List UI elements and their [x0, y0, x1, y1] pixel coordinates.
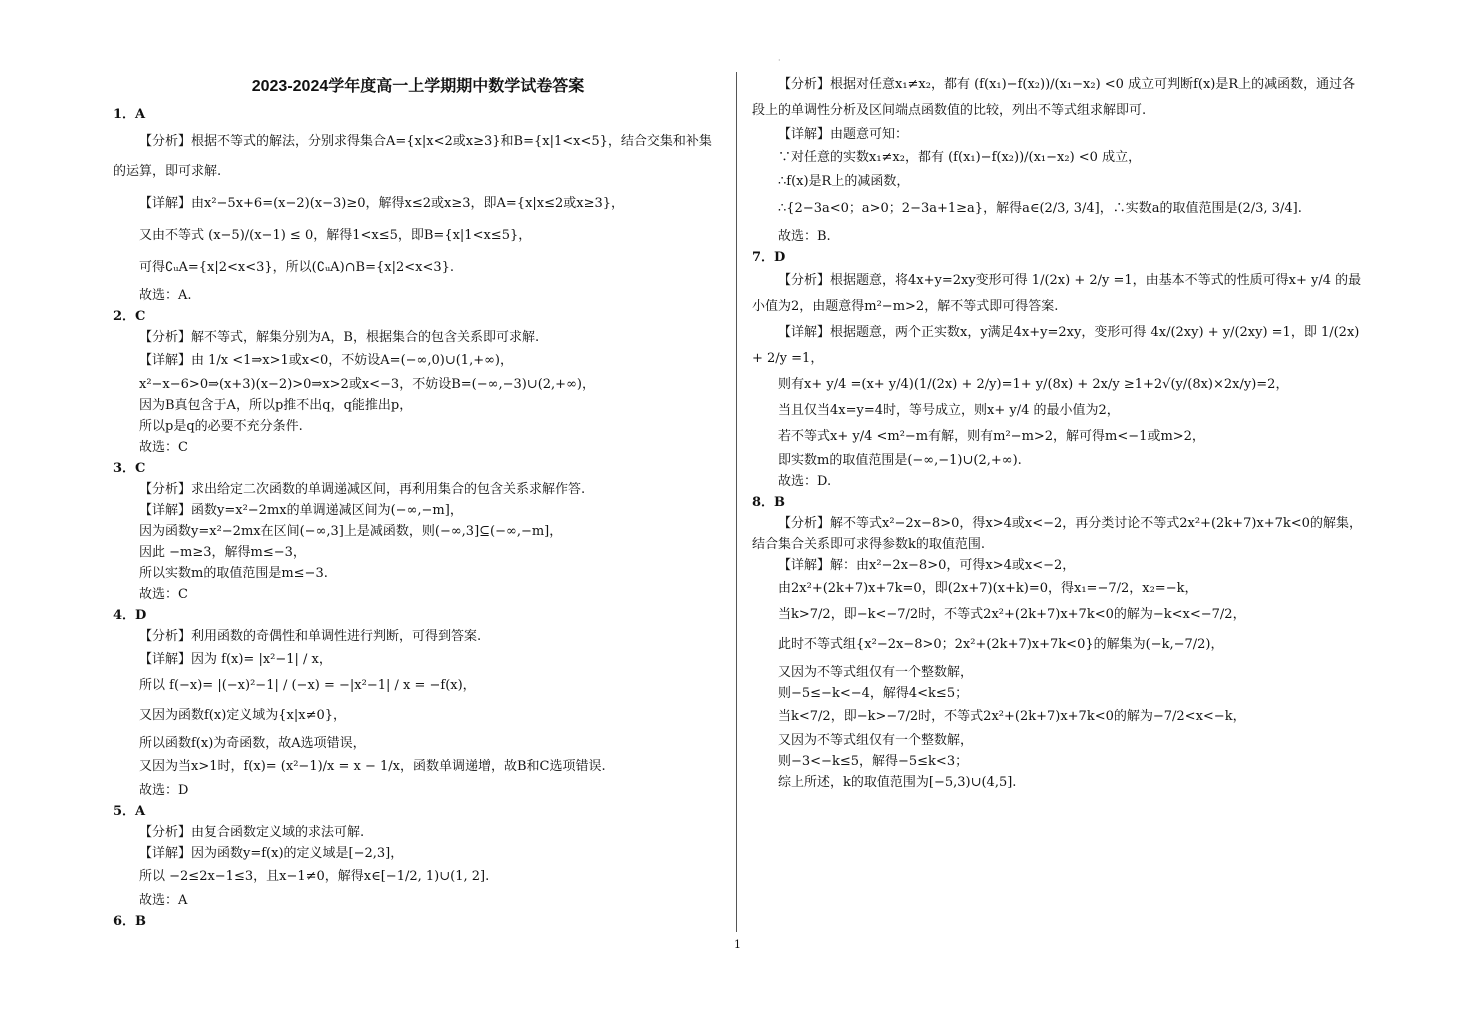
solution-step: 又由不等式 (x−5)/(x−1) ≤ 0，解得1<x≤5，即B={x|1<x≤5}，	[139, 228, 532, 243]
solution-line: 【详解】函数y=x²−2mx的单调递减区间为(−∞,−m]，	[139, 503, 463, 518]
analysis-line: 【分析】根据题意，将4x+y=2xy变形可得 1/(2x) + 2/y =1，由基本不等式的性质可得x+ y/4 的最小值为2，由题意得m²−m>2，解不等式即可得答案.	[752, 273, 1362, 314]
solution-step: 若不等式x+ y/4 <m²−m有解，则有m²−m>2，解可得m<−1或m>2，	[778, 429, 1205, 444]
answer-choice-line: 故选：C	[139, 587, 188, 602]
page-title: 2023-2024学年度高一上学期期中数学试卷答案	[251, 78, 585, 95]
answer-choice-line: 故选：D.	[778, 474, 832, 489]
solution-step: 此时不等式组{x²−2x−8>0；2x²+(2k+7)x+7k<0}的解集为(−k,−7/2)，	[778, 637, 1224, 652]
solution-step: 当k<7/2，即−k>−7/2时，不等式2x²+(2k+7)x+7k<0的解为−7/2<x<−k，	[778, 709, 1246, 724]
solution-step: 所以 f(−x)= |(−x)²−1| / (−x) = −|x²−1| / x = −f(x)，	[139, 678, 476, 693]
solution-step: 则−3<−k≤5，解得−5≤k<3；	[778, 754, 969, 769]
left-column-body	[113, 104, 723, 932]
analysis-line: 【分析】利用函数的奇偶性和单调性进行判断，可得到答案.	[139, 629, 482, 644]
solution-step: 当且仅当4x=y=4时，等号成立，则x+ y/4 的最小值为2，	[778, 403, 1120, 418]
solution-line: 【详解】解：由x²−2x−8>0，可得x>4或x<−2，	[778, 558, 1076, 573]
column-divider	[736, 72, 737, 932]
solution-step: 当k>7/2，即−k<−7/2时，不等式2x²+(2k+7)x+7k<0的解为−k<x<−7/2，	[778, 607, 1246, 622]
question-number: 5．A	[113, 804, 146, 819]
question-number: 1．A	[113, 107, 146, 122]
answer-choice-line: 故选：A.	[139, 288, 192, 303]
solution-step: 又因为不等式组仅有一个整数解，	[778, 665, 974, 680]
solution-step: 又因为不等式组仅有一个整数解，	[778, 733, 974, 748]
solution-step: 因此 −m≥3，解得m≤−3，	[139, 545, 306, 560]
solution-step: 所以p是q的必要不充分条件.	[139, 419, 303, 434]
question-number: 3．C	[113, 461, 146, 476]
solution-step: ∴f(x)是R上的减函数，	[778, 174, 910, 189]
solution-step: 因为函数y=x²−2mx在区间(−∞,3]上是减函数，则(−∞,3]⊆(−∞,−m]，	[139, 524, 563, 539]
right-column-body	[752, 72, 1364, 793]
solution-step: 由2x²+(2k+7)x+7k=0，即(2x+7)(x+k)=0，得x₁=−7/2，x₂=−k，	[778, 581, 1198, 596]
solution-step: 又因为函数f(x)定义域为{x|x≠0}，	[139, 708, 347, 723]
solution-step: ∴{2−3a<0；a>0；2−3a+1≥a}，解得a∈(2/3, 3/4]，∴实数a的取值范围是(2/3, 3/4].	[778, 201, 1302, 216]
analysis-line: 【分析】由复合函数定义域的求法可解.	[139, 825, 365, 840]
right-column	[752, 72, 1364, 793]
left-column	[113, 72, 723, 932]
solution-step: 因为B真包含于A，所以p推不出q，q能推出p，	[139, 398, 413, 413]
solution-line: 【详解】由 1/x <1⇒x>1或x<0，不妨设A=(−∞,0)∪(1,+∞)，	[139, 353, 514, 368]
analysis-line: 【分析】解不等式x²−2x−8>0，得x>4或x<−2，再分类讨论不等式2x²+(2k+7)x+7k<0的解集，结合集合关系即可求得参数k的取值范围.	[752, 516, 1362, 552]
question-number: 7．D	[752, 250, 786, 265]
solution-line: 【详解】因为 f(x)= |x²−1| / x，	[139, 652, 332, 667]
solution-step: ∵对任意的实数x₁≠x₂，都有 (f(x₁)−f(x₂))/(x₁−x₂) <0 成立，	[778, 150, 1142, 165]
solution-step: 则−5≤−k<−4，解得4<k≤5；	[778, 686, 969, 701]
analysis-line: 【分析】根据不等式的解法，分别求得集合A={x|x<2或x≥3}和B={x|1<x<5}，结合交集和补集的运算，即可求解.	[113, 134, 712, 179]
analysis-line: 【分析】根据对任意x₁≠x₂，都有 (f(x₁)−f(x₂))/(x₁−x₂) <0 成立可判断f(x)是R上的减函数，通过各段上的单调性分析及区间端点函数值的比较，列出不等式组求解即可.	[752, 77, 1356, 118]
solution-line: 【详解】由题意可知：	[778, 127, 909, 142]
solution-line: 【详解】根据题意，两个正实数x，y满足4x+y=2xy，变形可得 4x/(2xy) + y/(2xy) =1，即 1/(2x) + 2/y =1，	[752, 325, 1360, 366]
solution-step: 又因为当x>1时，f(x)= (x²−1)/x = x − 1/x，函数单调递增，故B和C选项错误.	[139, 759, 606, 774]
answer-choice-line: 故选：B.	[778, 229, 831, 244]
solution-step: 所以实数m的取值范围是m≤−3.	[139, 566, 328, 581]
analysis-line: 【分析】解不等式，解集分别为A，B，根据集合的包含关系即可求解.	[139, 330, 540, 345]
solution-step: 所以函数f(x)为奇函数，故A选项错误，	[139, 736, 366, 751]
solution-line: 【详解】由x²−5x+6=(x−2)(x−3)≥0，解得x≤2或x≥3，即A={x|x≤2或x≥3}，	[139, 196, 625, 211]
solution-step: 综上所述，k的取值范围为[−5,3)∪(4,5].	[778, 775, 1017, 790]
answer-choice-line: 故选：D	[139, 783, 189, 798]
solution-step: 所以 −2≤2x−1≤3，且x−1≠0，解得x∈[−1/2, 1)∪(1, 2].	[139, 869, 490, 884]
solution-step: x²−x−6>0⇒(x+3)(x−2)>0⇒x>2或x<−3，不妨设B=(−∞,−3)∪(2,+∞)，	[139, 377, 595, 392]
question-number: 4．D	[113, 608, 147, 623]
solution-line: 【详解】因为函数y=f(x)的定义域是[−2,3]，	[139, 846, 404, 861]
question-number: 6．B	[113, 914, 147, 929]
scan-mark: ·	[778, 56, 781, 65]
solution-step: 则有x+ y/4 =(x+ y/4)(1/(2x) + 2/y)=1+ y/(8x) + 2x/y ≥1+2√(y/(8x)×2x/y)=2，	[778, 377, 1289, 392]
answer-choice-line: 故选：A	[139, 893, 188, 908]
solution-step: 可得∁ᵤA={x|2<x<3}，所以(∁ᵤA)∩B={x|2<x<3}.	[139, 260, 455, 275]
solution-step: 即实数m的取值范围是(−∞,−1)∪(2,+∞).	[778, 453, 1022, 468]
answer-choice-line: 故选：C	[139, 440, 188, 455]
question-number: 2．C	[113, 309, 146, 324]
analysis-line: 【分析】求出给定二次函数的单调递减区间，再利用集合的包含关系求解作答.	[139, 482, 586, 497]
question-number: 8．B	[752, 495, 786, 510]
page-number: 1	[734, 938, 741, 951]
